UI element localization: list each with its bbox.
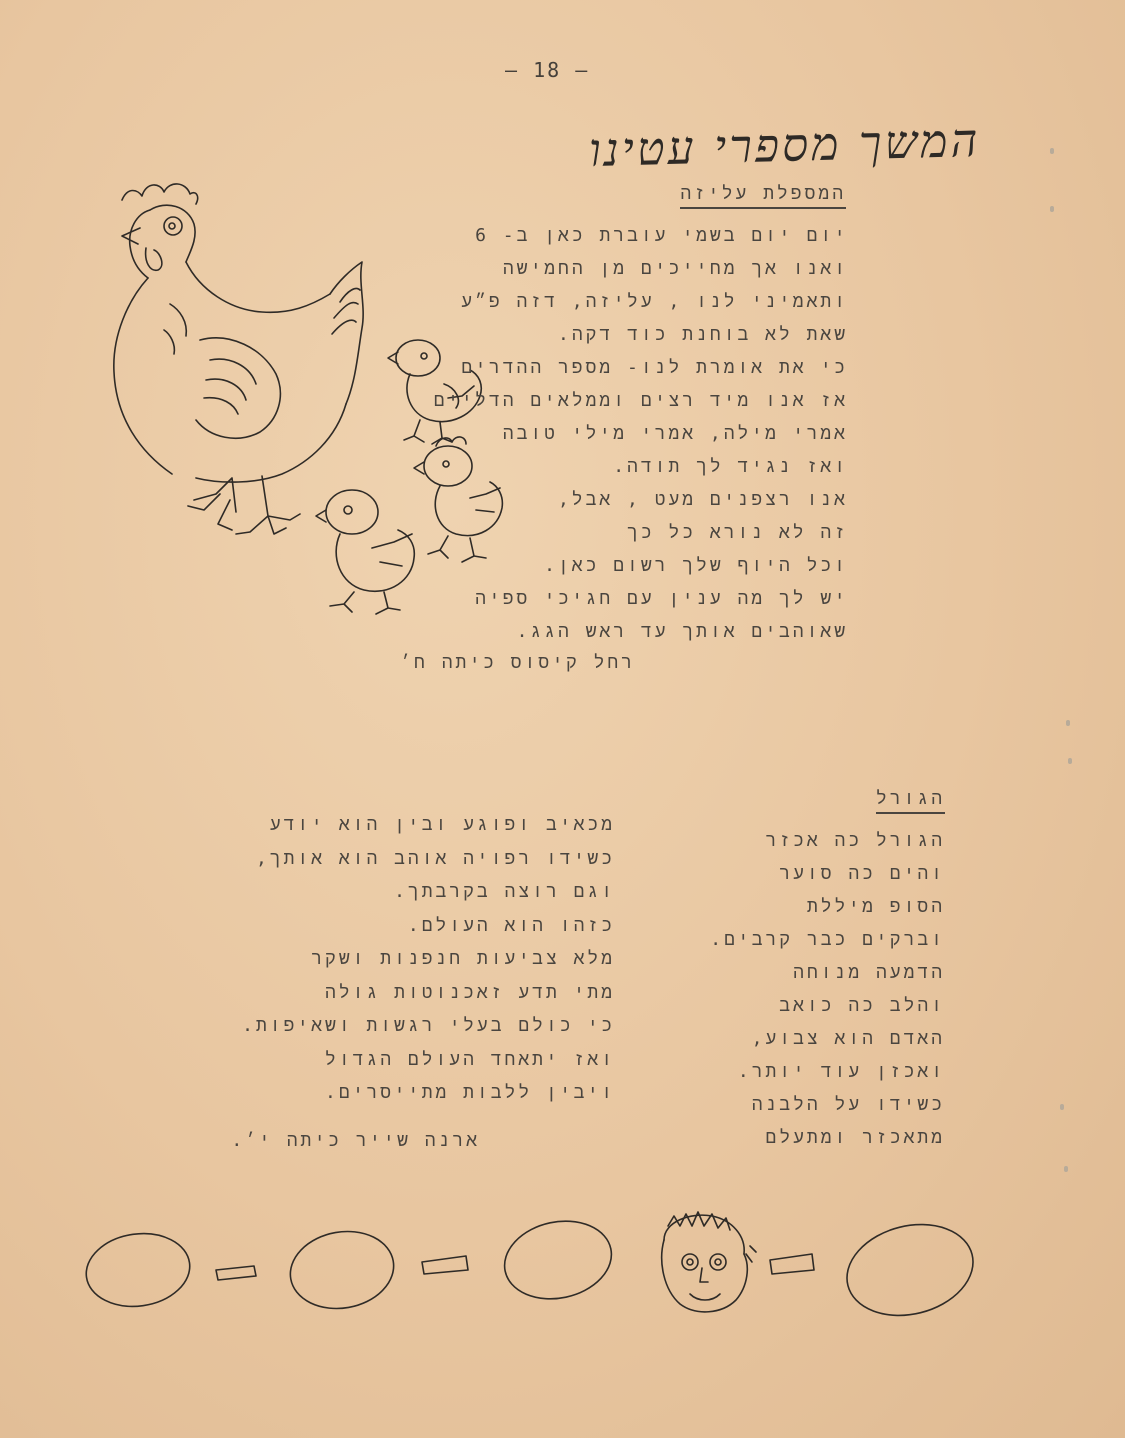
handwritten-title: המשך מספרי עטינו <box>587 112 981 178</box>
poem-line: האדם הוא צבוע, <box>751 1028 945 1049</box>
poem-line: שאוהבים אותך עד ראש הגג. <box>516 621 848 642</box>
poem-title: הגורל <box>876 788 945 814</box>
poem-line: וגם רוצה בקרבתך. <box>394 881 615 902</box>
egg-doodle <box>81 1212 982 1329</box>
poem-line: וברקים כבר קרבים. <box>710 929 945 950</box>
poem-line: זה לא נורא כל כך <box>627 522 848 543</box>
binding-hole-mark <box>1068 758 1072 764</box>
poem-line: מלא צביעות חנפנות ושקר <box>311 948 615 969</box>
poem-line: אנו רצפנים מעט , אבל, <box>557 489 848 510</box>
poem-line: אז אנו מיד רצים וממלאים הדליים <box>433 390 848 411</box>
poem-line: ואז יתאחד העולם הגדול <box>325 1048 615 1070</box>
binding-hole-mark <box>1060 1104 1064 1110</box>
poem-line: מכאיב ופוגע ובין הוא יודע <box>269 814 615 835</box>
poem-line: הסופ מיללת <box>806 896 945 917</box>
poem-line: הדמעה מנוחה <box>793 962 945 983</box>
poem-line: יש לך מה ענין עם חגיכי ספיה <box>475 588 848 609</box>
poem-block <box>288 183 848 648</box>
poem-line: כי את אומרת לנו- מספר ההדרים <box>461 357 848 378</box>
poem-line: כי כולם בעלי רגשות ושאיפות. <box>242 1015 615 1036</box>
poem-line: וכל היוף שלך רשום כאן. <box>544 555 848 576</box>
poem-line: הגורל כה אכזר <box>765 830 945 851</box>
poem-line: יום יום בשמי עוברת כאן ב- 6 <box>475 225 848 246</box>
binding-hole-mark <box>1050 148 1054 154</box>
poem-line: כשידו רפויה אוהב הוא אותך, <box>255 847 615 869</box>
poem-line: אמרי מילה, אמרי מילי טובה <box>502 423 848 444</box>
poem-line: מתאכזר ומתעלם <box>765 1127 945 1148</box>
poem-line: ואנו אך מחייכים מן החמישה <box>502 258 848 279</box>
poem-block <box>235 808 615 1110</box>
page-number: – 18 – <box>505 58 590 82</box>
poem-line: כזהו הוא העולם. <box>407 914 615 936</box>
binding-hole-mark <box>1050 206 1054 212</box>
poem-author: ארנה שייר כיתה י׳. <box>231 1130 480 1151</box>
poem-line: שאת לא בוחנת כוד דקה. <box>557 324 848 345</box>
poem-line: מתי תדע זאכנוטות גולה <box>325 981 615 1003</box>
poem-line: והים כה סוער <box>779 863 945 884</box>
poem-author: רחל קיסוס כיתה ח׳ <box>400 652 635 673</box>
poem-title: המספלת עליזה <box>680 183 846 209</box>
poem-line: ויבין ללבות מתייסרים. <box>325 1082 615 1103</box>
binding-hole-mark <box>1066 720 1070 726</box>
poem-line: כשידו על הלבנה <box>751 1094 945 1115</box>
face-doodle-icon <box>662 1212 756 1312</box>
binding-hole-mark <box>1064 1166 1068 1172</box>
poem-line: ואכזן עוד יותר. <box>737 1061 945 1082</box>
poem-line: והלב כה כואב <box>779 995 945 1016</box>
poem-line: ואז נגיד לך תודה. <box>613 456 848 477</box>
poem-line: ותאמיני לנו , עליזה, דזה פ״ע <box>461 291 848 312</box>
